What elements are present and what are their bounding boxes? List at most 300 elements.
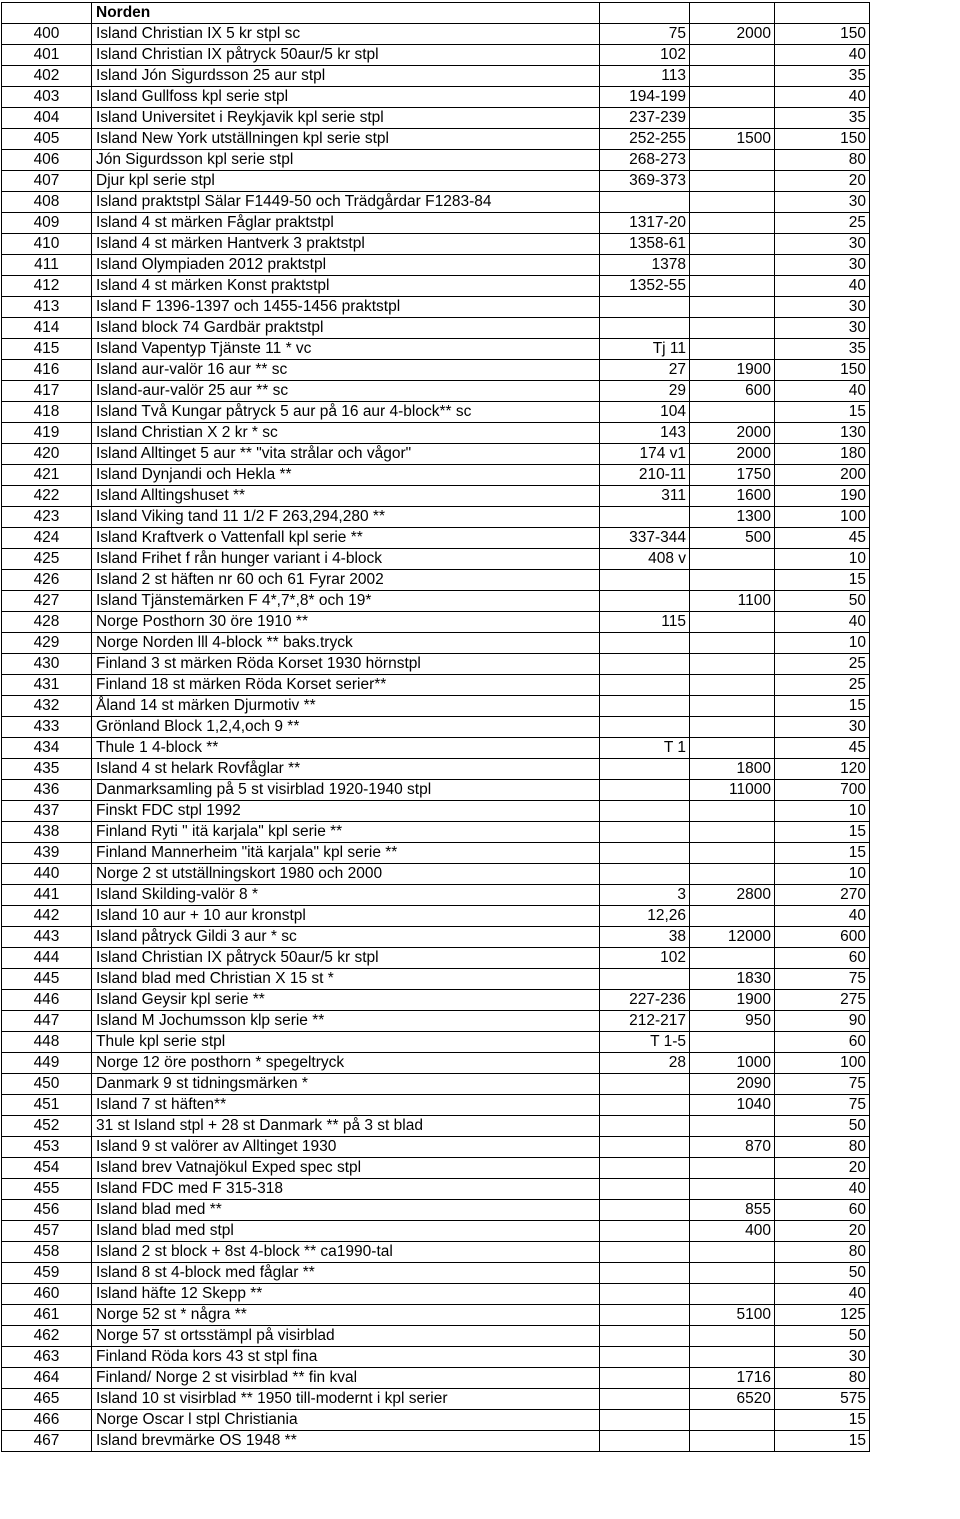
table-row [2,591,870,612]
lot-description-cell: Jón Sigurdsson kpl serie stpl [92,150,600,171]
price-cell: 80 [775,1242,870,1263]
catalog-value-cell [690,108,775,129]
catalog-number-cell [600,801,690,822]
lot-number-cell: 450 [2,1074,92,1095]
price-cell: 25 [775,654,870,675]
catalog-number-cell [600,1263,690,1284]
catalog-number-cell [600,1284,690,1305]
catalog-number-cell [600,717,690,738]
catalog-value-cell [690,549,775,570]
catalog-number-cell: Tj 11 [600,339,690,360]
catalog-value-cell [690,1032,775,1053]
catalog-value-cell: 1900 [690,990,775,1011]
lot-description-cell: Island påtryck Gildi 3 aur * sc [92,927,600,948]
table-row [2,402,870,423]
price-cell: 50 [775,591,870,612]
lot-number-cell: 436 [2,780,92,801]
lot-description-cell: Island Frihet f rån hunger variant i 4-block [92,549,600,570]
lot-number-cell: 453 [2,1137,92,1158]
table-row [2,1074,870,1095]
table-row [2,927,870,948]
catalog-value-cell: 6520 [690,1389,775,1410]
price-cell: 30 [775,234,870,255]
price-cell: 30 [775,297,870,318]
price-cell: 60 [775,948,870,969]
catalog-number-cell: 102 [600,45,690,66]
catalog-value-cell [690,612,775,633]
catalog-number-cell: 38 [600,927,690,948]
lot-number-cell: 416 [2,360,92,381]
lot-number-cell: 427 [2,591,92,612]
price-cell: 50 [775,1116,870,1137]
lot-number-cell: 415 [2,339,92,360]
table-row [2,675,870,696]
catalog-number-cell [600,1431,690,1452]
price-cell: 60 [775,1200,870,1221]
catalog-number-cell: 104 [600,402,690,423]
table-row [2,1368,870,1389]
lot-number-cell: 444 [2,948,92,969]
price-cell: 10 [775,549,870,570]
price-cell: 15 [775,402,870,423]
table-row [2,45,870,66]
auction-lot-table-body [2,3,870,1452]
price-cell: 600 [775,927,870,948]
lot-description-cell: Finland Röda kors 43 st stpl fina [92,1347,600,1368]
price-cell: 90 [775,1011,870,1032]
catalog-value-cell: 1800 [690,759,775,780]
catalog-number-cell [600,192,690,213]
catalog-number-cell: 28 [600,1053,690,1074]
catalog-number-cell [600,1389,690,1410]
catalog-number-cell: 311 [600,486,690,507]
lot-number-cell: 406 [2,150,92,171]
lot-number-cell: 440 [2,864,92,885]
catalog-number-cell: 1378 [600,255,690,276]
table-row [2,1410,870,1431]
price-cell: 15 [775,843,870,864]
catalog-value-cell [690,864,775,885]
catalog-value-cell: 1900 [690,360,775,381]
catalog-value-cell [690,213,775,234]
catalog-value-cell [690,150,775,171]
price-cell: 45 [775,738,870,759]
lot-description-cell: Island brev Vatnajökul Exped spec stpl [92,1158,600,1179]
price-cell: 50 [775,1326,870,1347]
lot-description-cell: Island New York utställningen kpl serie stpl [92,129,600,150]
price-cell: 15 [775,1410,870,1431]
catalog-value-cell: 1600 [690,486,775,507]
lot-number-cell: 418 [2,402,92,423]
lot-description-cell: Island Viking tand 11 1/2 F 263,294,280 ** [92,507,600,528]
lot-number-cell: 465 [2,1389,92,1410]
catalog-value-cell [690,1263,775,1284]
catalog-number-cell [600,780,690,801]
catalog-value-cell [690,234,775,255]
lot-number-cell: 430 [2,654,92,675]
catalog-value-cell [690,1431,775,1452]
price-cell: 50 [775,1263,870,1284]
lot-description-cell: Finland/ Norge 2 st visirblad ** fin kval [92,1368,600,1389]
lot-number-cell: 429 [2,633,92,654]
catalog-number-cell [600,591,690,612]
catalog-value-cell [690,402,775,423]
catalog-number-cell: 1352-55 [600,276,690,297]
lot-description-cell: Island M Jochumsson klp serie ** [92,1011,600,1032]
price-cell: 30 [775,192,870,213]
catalog-value-cell [690,297,775,318]
price-cell: 40 [775,1179,870,1200]
catalog-number-cell: 1358-61 [600,234,690,255]
price-cell: 35 [775,339,870,360]
lot-description-cell: Finland Ryti " itä karjala" kpl serie ** [92,822,600,843]
price-cell: 150 [775,129,870,150]
lot-description-cell: Island 9 st valörer av Alltinget 1930 [92,1137,600,1158]
lot-number-cell: 414 [2,318,92,339]
lot-number-cell: 454 [2,1158,92,1179]
table-row [2,1137,870,1158]
lot-description-cell: Island Dynjandi och Hekla ** [92,465,600,486]
catalog-value-cell [690,339,775,360]
catalog-number-cell [600,969,690,990]
lot-number-cell: 411 [2,255,92,276]
catalog-value-cell: 1500 [690,129,775,150]
price-cell: 10 [775,801,870,822]
header-blank-cell [690,3,775,24]
lot-description-cell: Island brevmärke OS 1948 ** [92,1431,600,1452]
lot-description-cell: Thule kpl serie stpl [92,1032,600,1053]
catalog-number-cell: 27 [600,360,690,381]
lot-number-cell: 417 [2,381,92,402]
lot-description-cell: Grönland Block 1,2,4,och 9 ** [92,717,600,738]
catalog-number-cell: 408 v [600,549,690,570]
price-cell: 20 [775,1221,870,1242]
lot-number-cell: 409 [2,213,92,234]
catalog-number-cell [600,507,690,528]
lot-number-cell: 424 [2,528,92,549]
catalog-number-cell [600,843,690,864]
table-row [2,192,870,213]
lot-number-cell: 455 [2,1179,92,1200]
catalog-value-cell [690,318,775,339]
catalog-number-cell: 1317-20 [600,213,690,234]
catalog-value-cell: 2000 [690,423,775,444]
catalog-number-cell [600,318,690,339]
catalog-value-cell: 500 [690,528,775,549]
catalog-value-cell: 1100 [690,591,775,612]
catalog-number-cell: 143 [600,423,690,444]
price-cell: 575 [775,1389,870,1410]
table-row [2,1116,870,1137]
price-cell: 275 [775,990,870,1011]
lot-description-cell: Island Christian X 2 kr * sc [92,423,600,444]
price-cell: 30 [775,1347,870,1368]
table-row [2,1011,870,1032]
lot-number-cell: 439 [2,843,92,864]
catalog-value-cell [690,276,775,297]
lot-number-cell: 428 [2,612,92,633]
lot-description-cell: Djur kpl serie stpl [92,171,600,192]
lot-description-cell: Island Jón Sigurdsson 25 aur stpl [92,66,600,87]
lot-description-cell: Norge Oscar l stpl Christiania [92,1410,600,1431]
lot-description-cell: Norge Norden lll 4-block ** baks.tryck [92,633,600,654]
catalog-number-cell [600,675,690,696]
lot-number-cell: 434 [2,738,92,759]
table-row [2,738,870,759]
table-row [2,423,870,444]
catalog-number-cell: 102 [600,948,690,969]
lot-description-cell: Island häfte 12 Skepp ** [92,1284,600,1305]
catalog-value-cell: 5100 [690,1305,775,1326]
section-header-row [2,3,870,24]
lot-number-cell: 422 [2,486,92,507]
price-cell: 180 [775,444,870,465]
catalog-value-cell: 1716 [690,1368,775,1389]
lot-number-cell: 445 [2,969,92,990]
catalog-number-cell: 3 [600,885,690,906]
table-row [2,381,870,402]
lot-number-cell: 466 [2,1410,92,1431]
catalog-number-cell [600,1368,690,1389]
table-row [2,1326,870,1347]
catalog-number-cell: 237-239 [600,108,690,129]
catalog-number-cell [600,822,690,843]
auction-lot-table [1,2,870,1452]
catalog-number-cell [600,1074,690,1095]
catalog-number-cell: 210-11 [600,465,690,486]
lot-description-cell: Island-aur-valör 25 aur ** sc [92,381,600,402]
lot-description-cell: Island aur-valör 16 aur ** sc [92,360,600,381]
price-cell: 20 [775,171,870,192]
lot-number-cell: 467 [2,1431,92,1452]
lot-number-cell: 460 [2,1284,92,1305]
table-row [2,1284,870,1305]
lot-description-cell: Norge Posthorn 30 öre 1910 ** [92,612,600,633]
table-row [2,843,870,864]
price-cell: 40 [775,45,870,66]
catalog-number-cell: 268-273 [600,150,690,171]
catalog-number-cell [600,759,690,780]
catalog-value-cell [690,675,775,696]
table-row [2,171,870,192]
catalog-value-cell: 2800 [690,885,775,906]
lot-number-cell: 451 [2,1095,92,1116]
table-row [2,1032,870,1053]
lot-description-cell: Island Skilding-valör 8 * [92,885,600,906]
catalog-value-cell: 1750 [690,465,775,486]
price-cell: 10 [775,633,870,654]
table-row [2,1158,870,1179]
catalog-number-cell [600,1347,690,1368]
lot-number-cell: 462 [2,1326,92,1347]
catalog-value-cell [690,696,775,717]
catalog-value-cell [690,1242,775,1263]
catalog-number-cell: 113 [600,66,690,87]
lot-description-cell: Island 2 st block + 8st 4-block ** ca1990-tal [92,1242,600,1263]
lot-number-cell: 401 [2,45,92,66]
lot-description-cell: Thule 1 4-block ** [92,738,600,759]
table-row [2,780,870,801]
catalog-number-cell: 194-199 [600,87,690,108]
header-blank-cell [600,3,690,24]
catalog-value-cell [690,1158,775,1179]
lot-description-cell: Island Universitet i Reykjavik kpl serie stpl [92,108,600,129]
table-row [2,108,870,129]
lot-number-cell: 448 [2,1032,92,1053]
table-row [2,486,870,507]
catalog-number-cell: 252-255 [600,129,690,150]
table-row [2,612,870,633]
lot-number-cell: 420 [2,444,92,465]
catalog-value-cell: 855 [690,1200,775,1221]
table-row [2,1431,870,1452]
catalog-number-cell: 115 [600,612,690,633]
lot-description-cell: Island F 1396-1397 och 1455-1456 praktstpl [92,297,600,318]
catalog-value-cell [690,801,775,822]
lot-description-cell: Danmark 9 st tidningsmärken * [92,1074,600,1095]
lot-description-cell: Island 4 st helark Rovfåglar ** [92,759,600,780]
catalog-number-cell: 337-344 [600,528,690,549]
price-cell: 100 [775,1053,870,1074]
lot-description-cell: Island 4 st märken Konst praktstpl [92,276,600,297]
table-row [2,507,870,528]
table-row [2,633,870,654]
lot-number-cell: 435 [2,759,92,780]
catalog-value-cell [690,1326,775,1347]
price-cell: 40 [775,906,870,927]
lot-description-cell: Finland Mannerheim "itä karjala" kpl serie ** [92,843,600,864]
price-cell: 125 [775,1305,870,1326]
catalog-value-cell [690,654,775,675]
table-row [2,297,870,318]
price-cell: 30 [775,318,870,339]
table-row [2,801,870,822]
lot-number-cell: 413 [2,297,92,318]
price-cell: 75 [775,1074,870,1095]
price-cell: 80 [775,1137,870,1158]
catalog-value-cell: 400 [690,1221,775,1242]
table-row [2,1200,870,1221]
section-title: Norden [92,3,600,24]
price-cell: 15 [775,1431,870,1452]
price-cell: 35 [775,108,870,129]
price-cell: 190 [775,486,870,507]
catalog-number-cell [600,1200,690,1221]
price-cell: 25 [775,213,870,234]
lot-number-cell: 456 [2,1200,92,1221]
catalog-value-cell: 11000 [690,780,775,801]
price-cell: 35 [775,66,870,87]
table-row [2,969,870,990]
price-cell: 25 [775,675,870,696]
lot-description-cell: Island Vapentyp Tjänste 11 * vc [92,339,600,360]
catalog-value-cell [690,906,775,927]
catalog-number-cell [600,297,690,318]
catalog-number-cell [600,1242,690,1263]
catalog-number-cell [600,633,690,654]
table-row [2,1242,870,1263]
catalog-number-cell [600,654,690,675]
catalog-number-cell [600,1095,690,1116]
table-row [2,66,870,87]
lot-number-cell: 421 [2,465,92,486]
catalog-number-cell: 227-236 [600,990,690,1011]
lot-description-cell: Island Gullfoss kpl serie stpl [92,87,600,108]
table-row [2,1221,870,1242]
catalog-number-cell [600,1326,690,1347]
lot-number-cell: 425 [2,549,92,570]
catalog-value-cell: 1040 [690,1095,775,1116]
lot-description-cell: Danmarksamling på 5 st visirblad 1920-1940 stpl [92,780,600,801]
price-cell: 700 [775,780,870,801]
table-row [2,948,870,969]
catalog-number-cell [600,1137,690,1158]
price-cell: 40 [775,276,870,297]
lot-number-cell: 452 [2,1116,92,1137]
lot-number-cell: 426 [2,570,92,591]
lot-description-cell: Island 4 st märken Hantverk 3 praktstpl [92,234,600,255]
lot-number-cell: 438 [2,822,92,843]
lot-number-cell: 458 [2,1242,92,1263]
table-row [2,759,870,780]
lot-number-cell: 446 [2,990,92,1011]
catalog-number-cell [600,864,690,885]
price-cell: 15 [775,822,870,843]
lot-number-cell: 441 [2,885,92,906]
price-cell: 80 [775,150,870,171]
catalog-value-cell: 1830 [690,969,775,990]
header-blank-cell [2,3,92,24]
catalog-value-cell [690,1347,775,1368]
table-row [2,129,870,150]
catalog-value-cell: 950 [690,1011,775,1032]
catalog-number-cell: 212-217 [600,1011,690,1032]
table-row [2,1179,870,1200]
catalog-value-cell [690,843,775,864]
catalog-value-cell [690,1410,775,1431]
price-cell: 80 [775,1368,870,1389]
lot-number-cell: 431 [2,675,92,696]
table-row [2,276,870,297]
lot-number-cell: 405 [2,129,92,150]
lot-number-cell: 419 [2,423,92,444]
table-row [2,1305,870,1326]
lot-description-cell: Island praktstpl Sälar F1449-50 och Trädgårdar F1283-84 [92,192,600,213]
catalog-value-cell [690,171,775,192]
catalog-number-cell [600,570,690,591]
table-row [2,1347,870,1368]
price-cell: 150 [775,24,870,45]
table-row [2,654,870,675]
price-cell: 100 [775,507,870,528]
catalog-value-cell: 2000 [690,24,775,45]
table-row [2,1095,870,1116]
lot-description-cell: Island blad med Christian X 15 st * [92,969,600,990]
table-row [2,360,870,381]
catalog-value-cell: 1000 [690,1053,775,1074]
catalog-value-cell [690,822,775,843]
table-row [2,885,870,906]
lot-description-cell: Island 4 st märken Fåglar praktstpl [92,213,600,234]
lot-description-cell: Island Christian IX påtryck 50aur/5 kr stpl [92,948,600,969]
catalog-number-cell: 29 [600,381,690,402]
price-cell: 15 [775,696,870,717]
lot-description-cell: Finland 18 st märken Röda Korset serier** [92,675,600,696]
table-row [2,87,870,108]
table-row [2,1389,870,1410]
table-row [2,444,870,465]
price-cell: 10 [775,864,870,885]
